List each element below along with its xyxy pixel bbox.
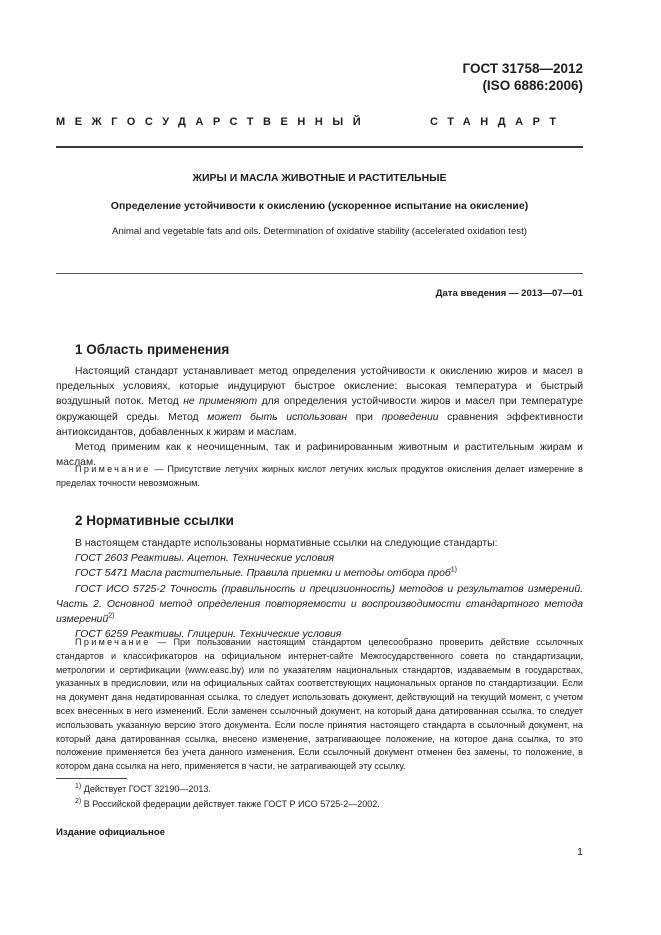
section-2-body [56, 536, 583, 642]
footnote-2 [75, 799, 380, 809]
footnote-mark: 1) [75, 783, 82, 790]
standard-code: ГОСТ 31758—2012 [462, 61, 583, 76]
standard-type-word2: СТАНДАРТ [430, 116, 566, 128]
title-divider [56, 273, 583, 274]
footnote-mark: 2) [75, 798, 82, 805]
reference-title: Реактивы. Глицерин. Технические условия [127, 629, 342, 641]
section-2-heading: 2 Нормативные ссылки [75, 513, 234, 528]
section-1-note [56, 463, 583, 491]
introduction-date: Дата введения — 2013—07—01 [435, 288, 583, 299]
footnote-text: В Российской федерации действует также ГОСТ Р ИСО 5725-2—2002. [81, 799, 380, 809]
iso-code: (ISO 6886:2006) [482, 78, 583, 93]
page-number: 1 [577, 846, 583, 858]
reference-code: ГОСТ 2603 [75, 553, 128, 565]
section-2-note [56, 636, 583, 774]
reference-code: ГОСТ 6259 [75, 629, 128, 641]
reference-title: Масла растительные. Правила приемки и методы отбора проб [127, 568, 451, 580]
footnote-divider [56, 778, 127, 779]
document-title: ЖИРЫ И МАСЛА ЖИВОТНЫЕ И РАСТИТЕЛЬНЫЕ [192, 172, 447, 184]
official-edition-label: Издание официальное [56, 827, 166, 838]
reference-title: Реактивы. Ацетон. Технические условия [127, 553, 335, 565]
note-label: Примечание [75, 637, 151, 647]
section-1-heading: 1 Область применения [75, 342, 230, 357]
emphasis: может быть использован [207, 411, 348, 423]
normative-reference [56, 582, 583, 628]
standard-designation [463, 60, 583, 94]
document-subtitle: Определение устойчивости к окислению (ускоренное испытание на окисление) [110, 200, 529, 212]
emphasis: не применяют [183, 396, 258, 408]
normative-reference [56, 566, 583, 581]
text-run: сравнения эффективности антиоксидантов, добавленных к жирам и маслам. [56, 411, 583, 438]
note-text: — Присутствие летучих жирных кислот летучих кислых продуктов окисления делает измерение в пределах точности невозможным. [56, 464, 583, 488]
text-run: Настоящий стандарт устанавливает метод определения устойчивости к окислению жиров и масел в предельных условиях, которые индуцируют быстрое окисление: высокая температура и быстрый воздушный поток. Метод [56, 366, 583, 408]
footnote-marker: 1) [450, 566, 457, 574]
footnote-marker: 2) [108, 612, 115, 620]
note-text: — При пользовании настоящим стандартом целесообразно проверить действие ссылочных стандартов и классификаторов на официальном интернет-сайте Межгосударственного совета по стандартизации, метрологии и сертификации (www.easc.by) или по указателям национальных стандартов, издаваемым в государствах, указанных в предисловии, или на официальных сайтах соответствующих национальных органов по стандартизации. Если на документ дана недатированная ссылка, то следует использовать документ, действующий на текущий момент, с учетом всех внесенных в него изменений. Если заменен ссылочный документ, на который дана датированная ссылка, то следует использовать указанную версию этого документа. Если после принятия настоящего стандарта в ссылочный документ, на который дана датированная ссылка, внесено изменение, затрагивающее положение, на которое дана ссылка, то это положение применяется без учета данного изменения. Если ссылочный документ отменен без замены, то положение, в котором дана ссылка на него, применяется в части, не затрагивающей эту ссылку. [56, 637, 583, 772]
reference-code: ГОСТ 5471 [75, 568, 128, 580]
standard-type-word1: МЕЖГОСУДАРСТВЕННЫЙ [56, 116, 371, 128]
emphasis: проведении [381, 411, 439, 423]
footnote-1 [75, 784, 211, 794]
section-1-paragraph-1 [56, 364, 583, 440]
english-title: Animal and vegetable fats and oils. Determination of oxidative stability (accelerated oxidation test) [112, 226, 527, 237]
header-divider [56, 146, 583, 148]
reference-code: ГОСТ ИСО 5725-2 [75, 583, 166, 595]
footnote-text: Действует ГОСТ 32190—2013. [81, 784, 211, 794]
standard-type-banner [56, 116, 578, 128]
section-2-intro: В настоящем стандарте использованы нормативные ссылки на следующие стандарты: [75, 538, 498, 549]
note-label: Примечание [75, 464, 151, 474]
text-run: для определения устойчивости жиров и масел при температуре окружающей среды. Метод [56, 396, 583, 423]
normative-reference [56, 551, 583, 566]
reference-title: Точность (правильность и прецизионность) методов и результатов измерений. Часть 2. Основной метод определения повторяемости и воспроизводимости стандартного метода измерений [56, 583, 583, 626]
section-1-body [56, 364, 583, 470]
text-run: при [347, 411, 382, 423]
section-1-paragraph-2: Метод применим как к неочищенным, так и рафинированным животным и растительным жирам и маслам. [56, 442, 583, 469]
